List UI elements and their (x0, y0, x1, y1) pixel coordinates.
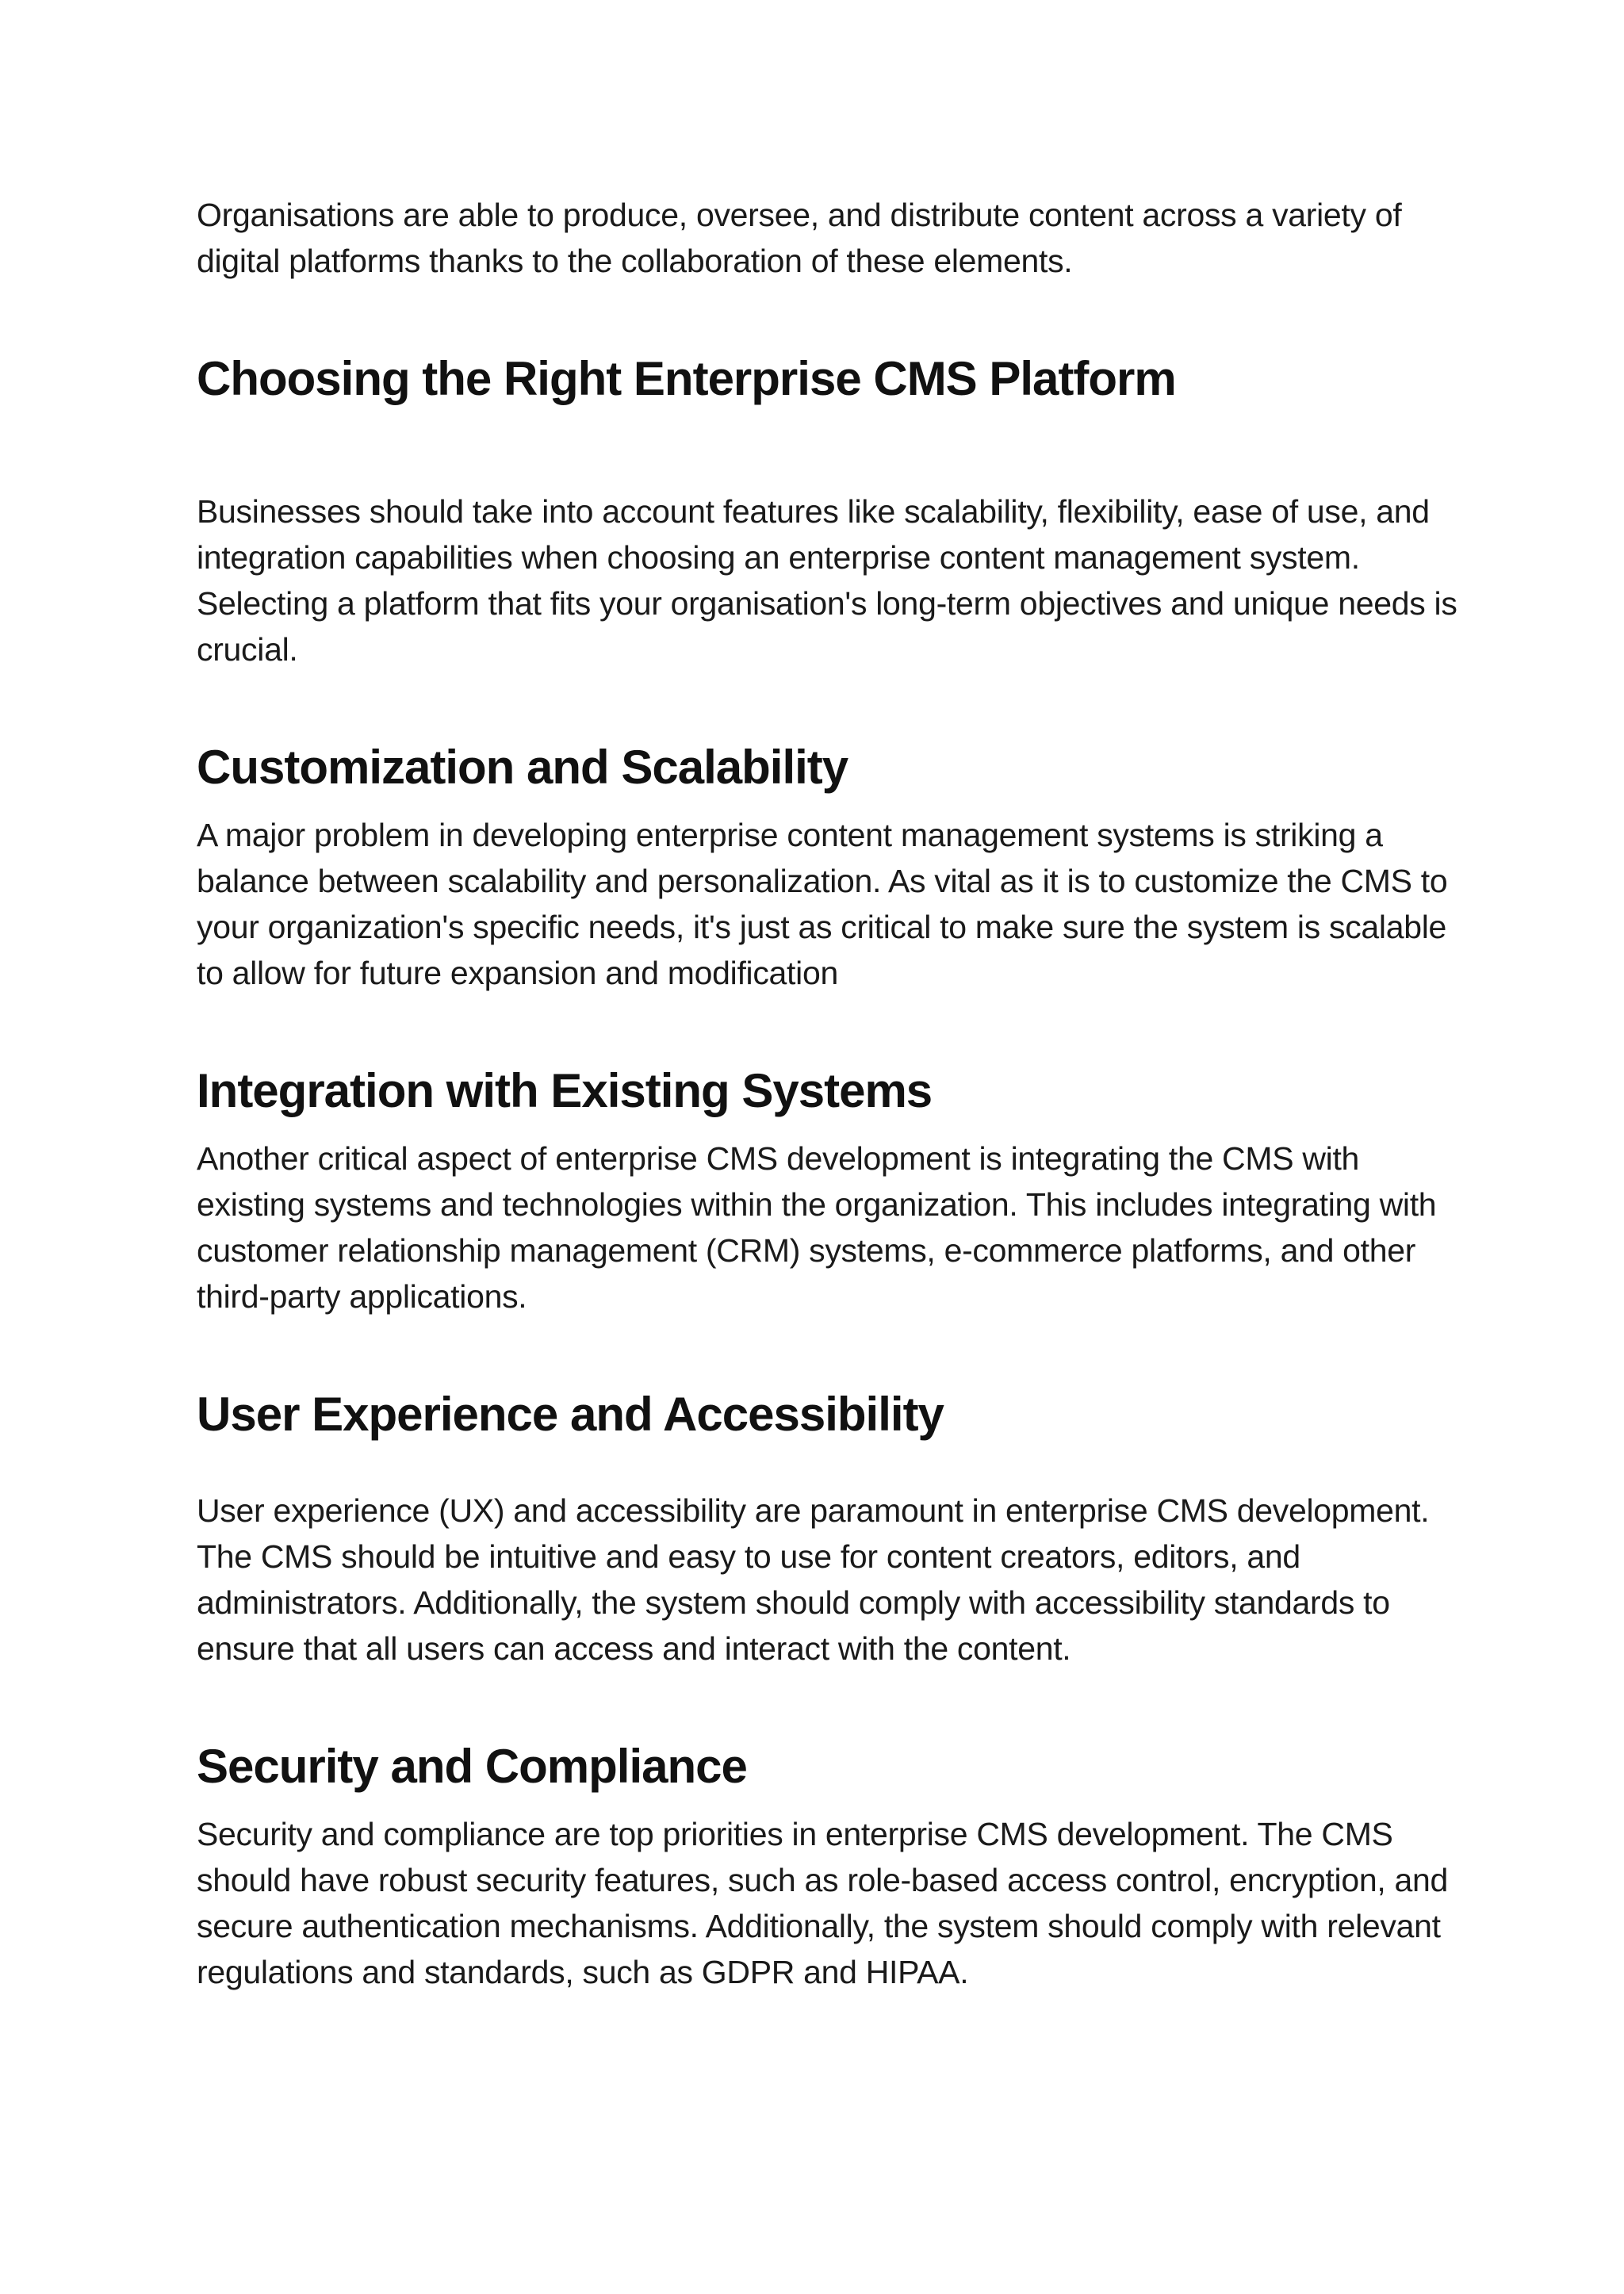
heading-customization-scalability: Customization and Scalability (197, 741, 848, 794)
paragraph-customization-scalability: A major problem in developing enterprise content management systems is striking a balance between scalability and personalization. As vital as it is to customize the CMS to your organization's specific needs, it's just as critical to make sure the system is scalable to allow for future expansion and modification (197, 817, 1448, 991)
paragraph-integration-existing-systems: Another critical aspect of enterprise CMS development is integrating the CMS with existing systems and technologies within the organization. This includes integrating with customer relationship management (CRM) systems, e-commerce platforms, and other third-party applications. (197, 1140, 1437, 1315)
heading-choosing-platform: Choosing the Right Enterprise CMS Platform (197, 352, 1176, 405)
heading-user-experience-accessibility: User Experience and Accessibility (197, 1388, 944, 1441)
heading-integration-existing-systems: Integration with Existing Systems (197, 1064, 933, 1117)
paragraph-user-experience-accessibility: User experience (UX) and accessibility are paramount in enterprise CMS development. The CMS should be intuitive and easy to use for content creators, editors, and administrators. Additionally, the system should comply with accessibility standards to ensure that all users can access and interact with the content. (197, 1492, 1430, 1667)
heading-security-compliance: Security and Compliance (197, 1740, 747, 1793)
document-content (197, 192, 1457, 1995)
intro-paragraph: Organisations are able to produce, oversee, and distribute content across a variety of digital platforms thanks to the collaboration of these elements. (197, 197, 1402, 279)
paragraph-choosing-platform: Businesses should take into account features like scalability, flexibility, ease of use, and integration capabilities when choosing an enterprise content management system. Selecting a platform that fits your organisation's long-term objectives and unique needs is crucial. (197, 493, 1457, 668)
paragraph-security-compliance: Security and compliance are top priorities in enterprise CMS development. The CMS should have robust security features, such as role-based access control, encryption, and secure authentication mechanisms. Additionally, the system should comply with relevant regulations and standards, such as GDPR and HIPAA. (197, 1816, 1449, 1990)
